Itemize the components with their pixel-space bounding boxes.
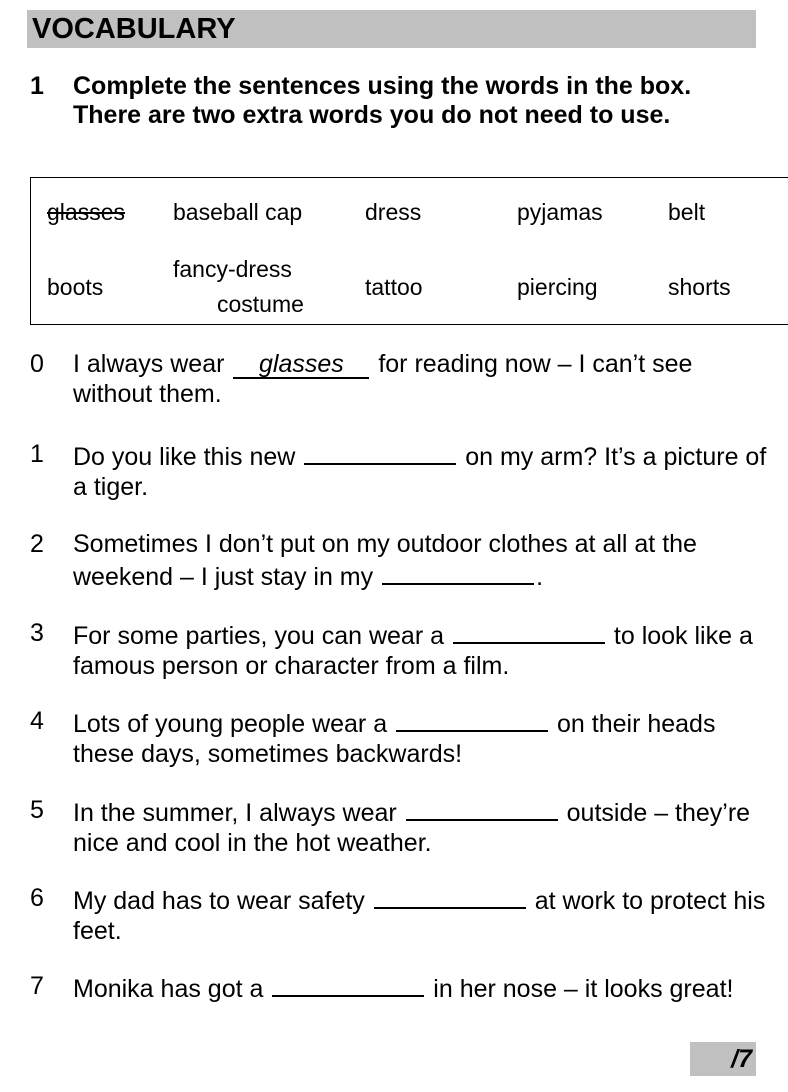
- exercise-number: 1: [30, 72, 44, 100]
- word-pyjamas: pyjamas: [517, 199, 603, 225]
- answer-blank[interactable]: [453, 618, 605, 644]
- word-boots: boots: [47, 274, 104, 300]
- question-text: Sometimes I don’t put on my outdoor clothes at all at the weekend – I just stay in my .: [73, 530, 697, 591]
- word-glasses: glasses: [47, 199, 125, 225]
- score-label: /7: [731, 1045, 752, 1073]
- question-number: 0: [30, 350, 44, 378]
- question-text: Lots of young people wear a on their heads these days, sometimes backwards!: [73, 706, 773, 769]
- question-text: I always wear glasses for reading now – I can’t see without them.: [73, 350, 693, 408]
- answer-blank[interactable]: [272, 971, 424, 997]
- example-answer: glasses: [233, 351, 369, 379]
- answer-blank[interactable]: [406, 795, 558, 821]
- question-text: My dad has to wear safety at work to protect his feet.: [73, 883, 773, 946]
- question-number: 7: [30, 972, 44, 1000]
- question-text: For some parties, you can wear a to look like a famous person or character from a film.: [73, 618, 773, 681]
- answer-blank[interactable]: [304, 439, 456, 465]
- question-text: In the summer, I always wear outside – they’re nice and cool in the hot weather.: [73, 795, 773, 858]
- question-number: 3: [30, 619, 44, 647]
- question-number: 2: [30, 530, 44, 558]
- answer-blank[interactable]: [374, 883, 526, 909]
- section-header: [27, 10, 756, 48]
- question-number: 5: [30, 796, 44, 824]
- word-baseball-cap: baseball cap: [173, 199, 303, 225]
- answer-blank[interactable]: [396, 706, 548, 732]
- question-number: 4: [30, 707, 44, 735]
- question-number: 1: [30, 440, 44, 468]
- word-costume: costume: [217, 291, 304, 317]
- word-box: [30, 177, 788, 325]
- word-dress: dress: [365, 199, 422, 225]
- score-box: [690, 1042, 756, 1076]
- word-shorts: shorts: [668, 274, 731, 300]
- instruction-text: Complete the sentences using the words in the box. There are two extra words you do not need to use.: [73, 72, 692, 129]
- word-piercing: piercing: [517, 274, 598, 300]
- word-tattoo: tattoo: [365, 274, 423, 300]
- question-text: Monika has got a in her nose – it looks great!: [73, 971, 773, 1004]
- answer-blank[interactable]: [382, 559, 534, 585]
- question-number: 6: [30, 884, 44, 912]
- word-belt: belt: [668, 199, 706, 225]
- question-text: Do you like this new on my arm? It’s a picture of a tiger.: [73, 439, 773, 502]
- word-fancy-dress: fancy-dress: [173, 256, 292, 282]
- section-title: VOCABULARY: [32, 13, 236, 45]
